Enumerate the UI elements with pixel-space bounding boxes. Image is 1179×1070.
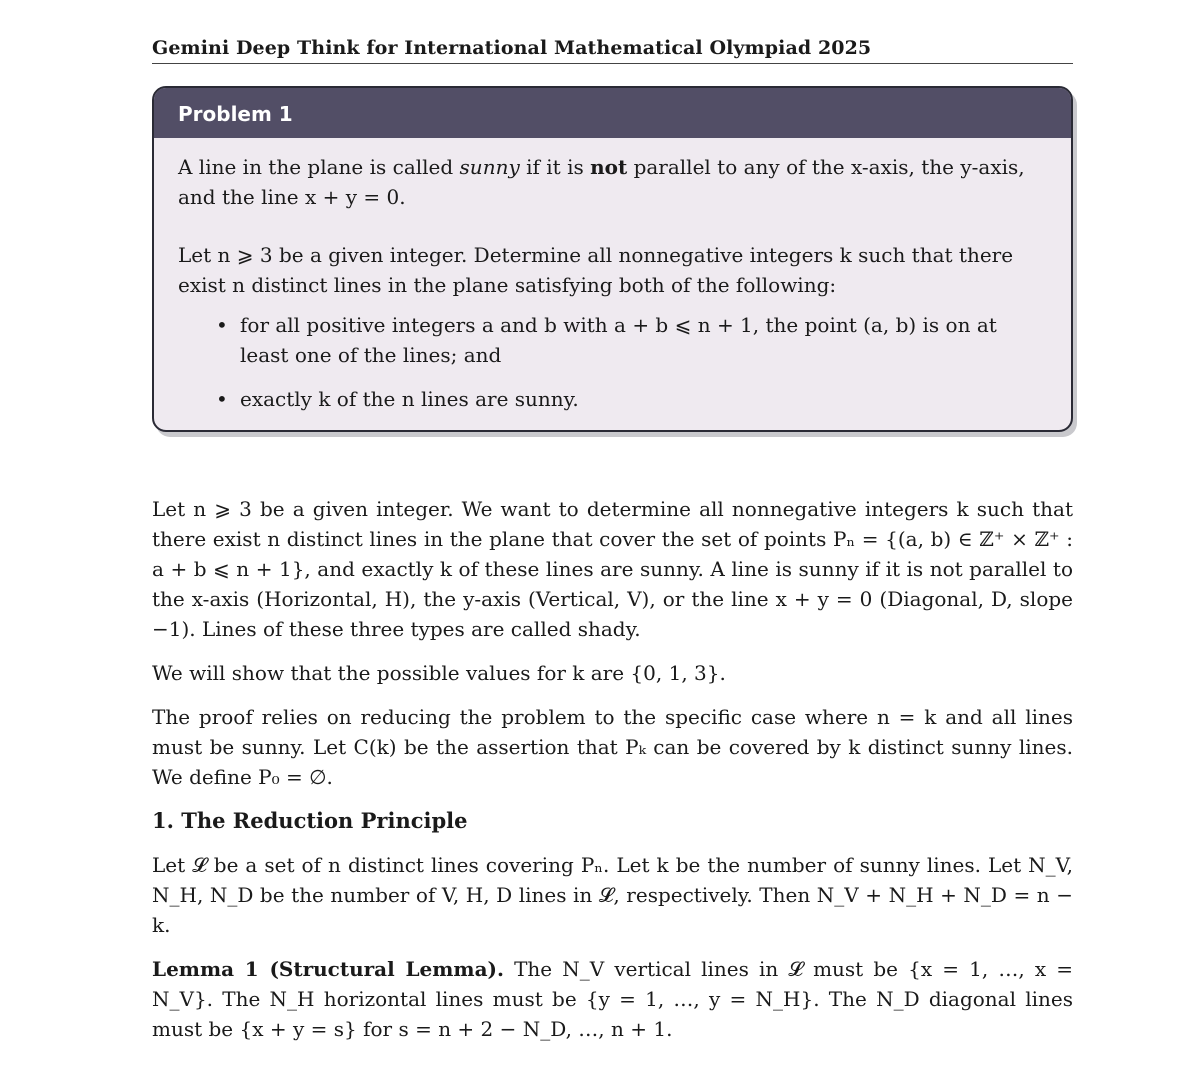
definition-text-c: parallel to any of the x-axis, the y-axis, and the line x + y = 0. bbox=[178, 155, 1025, 209]
paragraph: Let 𝓛 be a set of n distinct lines covering Pₙ. Let k be the number of sunny lines. Let N_V, N_H, N_D be the number of V, H, D lines in 𝓛, respectively. Then N_V + N_H + N_D = n − k. bbox=[152, 853, 1073, 937]
definition-text-a: A line in the plane is called bbox=[178, 155, 460, 179]
not-emphasis: not bbox=[590, 155, 628, 179]
lemma-text: The N_V vertical lines in 𝓛 must be {x = 1, …, x = N_V}. The N_H horizontal lines must be {y = 1, …, y = N_H}. The N_D diagonal lines must be {x + y = s} for s = n + 2 − N_D, …, n + 1. bbox=[152, 957, 1073, 1041]
lemma bbox=[152, 954, 1073, 1044]
condition-item: • for all positive integers a and b with a + b ⩽ n + 1, the point (a, b) is on at least one of the lines; and bbox=[240, 310, 1049, 370]
paper-page bbox=[152, 0, 1073, 1058]
solution-body bbox=[152, 494, 1073, 1044]
condition-item: • exactly k of the n lines are sunny. bbox=[240, 384, 1049, 414]
problem-box bbox=[152, 86, 1073, 432]
paragraph: Let n ⩾ 3 be a given integer. We want to determine all nonnegative integers k such that there exist n distinct lines in the plane that cover the set of points Pₙ = {(a, b) ∈ ℤ⁺ × ℤ⁺ : a + b ⩽ n + 1}, and exactly k of these lines are sunny. A line is sunny if it is not parallel to the x-axis (Horizontal, H), the y-axis (Vertical, V), or the line x + y = 0 (Diagonal, D, slope −1). Lines of these three types are called shady. bbox=[152, 497, 1073, 641]
section-heading: 1. The Reduction Principle bbox=[152, 808, 468, 833]
sunny-term: sunny bbox=[459, 155, 520, 179]
paragraph: The proof relies on reducing the problem to the specific case where n = k and all lines must be sunny. Let C(k) be the assertion that Pₖ can be covered by k distinct sunny lines. We define P₀ = ∅. bbox=[152, 705, 1073, 789]
definition-text-b: if it is bbox=[519, 155, 591, 179]
condition-list bbox=[178, 310, 1049, 414]
problem-task: Let n ⩾ 3 be a given integer. Determine all nonnegative integers k such that there exist n distinct lines in the plane satisfying both of the following: bbox=[178, 243, 1014, 297]
problem-definition bbox=[178, 152, 1049, 212]
lemma-heading: Lemma 1 (Structural Lemma). bbox=[152, 957, 504, 981]
running-header: Gemini Deep Think for International Mathematical Olympiad 2025 bbox=[152, 37, 1073, 64]
problem-title: Problem 1 bbox=[154, 88, 1071, 138]
paragraph: We will show that the possible values for k are {0, 1, 3}. bbox=[152, 661, 726, 685]
problem-statement bbox=[154, 138, 1071, 430]
